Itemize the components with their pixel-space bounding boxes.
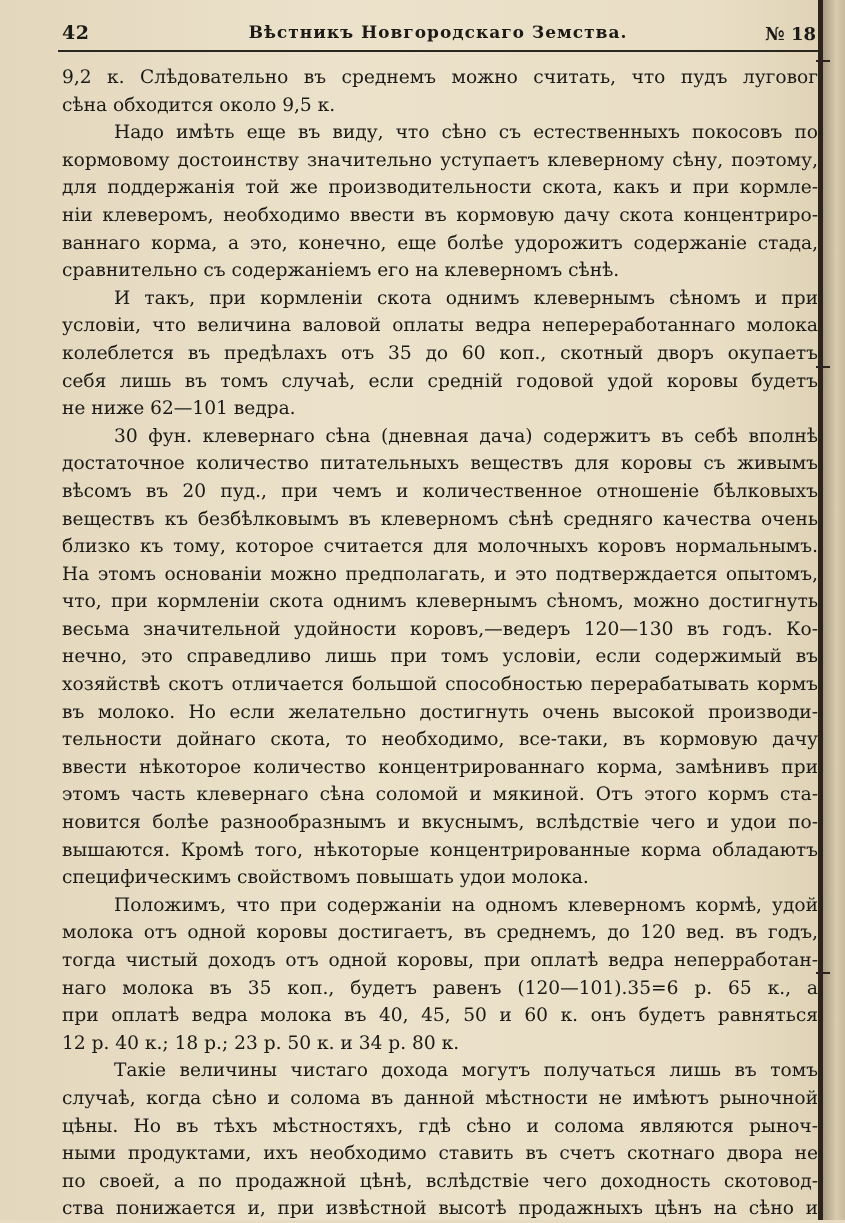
edge-mark — [816, 60, 830, 62]
text-line: вышаются. Кромѣ того, нѣкоторые концентрированные корма обладаютъ — [62, 839, 818, 861]
text-line: На этомъ основаніи можно предполагать, и это подтверждается опытомъ, — [62, 563, 818, 585]
text-line: при оплатѣ ведра молока въ 40, 45, 50 и 60 к. онъ будетъ равняться — [62, 1005, 818, 1027]
text-line: Такіе величины чистаго дохода могутъ получаться лишь въ томъ — [114, 1060, 818, 1082]
binding-shadow — [823, 0, 845, 1220]
text-line: вѣсомъ въ 20 пуд., при чемъ и количественное отношеніе бѣлковыхъ — [62, 480, 818, 502]
page-number: 42 — [62, 22, 90, 44]
text-line: сѣна обходится около 9,5 к. — [62, 94, 336, 116]
text-line: ваннаго корма, а это, конечно, еще болѣе удорожитъ содержаніе стада, — [62, 232, 818, 254]
text-line: специфическимъ свойствомъ повышать удои молока. — [62, 867, 589, 889]
text-line: молока отъ одной коровы достигаетъ, въ среднемъ, до 120 вед. въ годъ, — [62, 922, 818, 944]
text-line: случаѣ, когда сѣно и солома въ данной мѣстности не имѣютъ рыночной — [62, 1087, 818, 1109]
journal-title: Вѣстникъ Новгородскаго Земства. — [248, 23, 628, 43]
text-line: этомъ часть клевернаго сѣна соломой и мякиной. Отъ этого кормъ ста- — [62, 784, 818, 806]
header-rule — [58, 50, 818, 52]
issue-number: № 18 — [765, 24, 816, 45]
running-header — [60, 18, 816, 50]
text-line: условіи, что величина валовой оплаты ведра непереработаннаго молока — [62, 315, 818, 337]
text-line: веществъ къ безбѣлковымъ въ клеверномъ сѣнѣ средняго качества очень — [62, 508, 818, 530]
text-line: близко къ тому, которое считается для молочныхъ коровъ нормальнымъ. — [62, 536, 818, 558]
text-line: кормовому достоинству значительно уступаетъ клеверному сѣну, поэтому, — [62, 149, 818, 171]
text-line: новится болѣе разнообразнымъ и вкуснымъ, вслѣдствіе чего и удои по- — [62, 812, 818, 834]
text-line: хозяйствѣ скотъ отличается большой способностью перерабатывать кормъ — [62, 674, 818, 696]
text-line: ными продуктами, ихъ необходимо ставить въ счетъ скотнаго двора не — [62, 1143, 818, 1165]
text-line: колеблется въ предѣлахъ отъ 35 до 60 коп., скотный дворъ окупаетъ — [62, 342, 818, 364]
text-line: тельности дойнаго скота, то необходимо, все-таки, въ кормовую дачу — [62, 729, 818, 751]
text-line: для поддержанія той же производительности скота, какъ и при кормле- — [62, 177, 818, 199]
text-line: что, при кормленіи скота однимъ клевернымъ сѣномъ, можно достигнуть — [62, 591, 818, 613]
text-line: Надо имѣть еще въ виду, что сѣно съ естественныхъ покосовъ по — [114, 122, 818, 144]
edge-mark — [816, 972, 830, 974]
text-line: не ниже 62—101 ведра. — [62, 398, 296, 420]
body-text — [62, 64, 818, 1223]
text-line: И такъ, при кормленіи скота однимъ клевернымъ сѣномъ и при — [114, 287, 818, 309]
text-line: нечно, это справедливо лишь при томъ условіи, если содержимый въ — [62, 646, 818, 668]
text-line: по своей, а по продажной цѣнѣ, вслѣдствіе чего доходность скотовод- — [62, 1170, 818, 1192]
text-line: весьма значительной удойности коровъ,—ведеръ 120—130 въ годъ. Ко- — [62, 618, 818, 640]
text-line: достаточное количество питательныхъ веществъ для коровы съ живымъ — [62, 453, 818, 475]
text-line: сравнительно съ содержаніемъ его на клеверномъ сѣнѣ. — [62, 260, 620, 282]
text-line: цѣны. Но въ тѣхъ мѣстностяхъ, гдѣ сѣно и солома являются рыноч- — [62, 1115, 818, 1137]
text-line: 9,2 к. Слѣдовательно въ среднемъ можно считать, что пудъ луговог — [62, 67, 818, 88]
text-line: 30 фун. клевернаго сѣна (дневная дача) содержитъ въ себѣ вполнѣ — [114, 425, 818, 447]
text-line: ввести нѣкоторое количество концентрированнаго корма, замѣнивъ при — [62, 756, 818, 778]
text-line: себя лишь въ томъ случаѣ, если средній годовой удой коровы будетъ — [62, 370, 818, 392]
text-line: въ молоко. Но если желательно достигнуть очень высокой производи- — [62, 701, 818, 723]
text-line: ніи клеверомъ, необходимо ввести въ кормовую дачу скота концентриро- — [62, 204, 818, 226]
text-line: 12 р. 40 к.; 18 р.; 23 р. 50 к. и 34 р. 80 к. — [62, 1032, 460, 1054]
text-line: наго молока въ 35 коп., будетъ равенъ (120—101).35=6 р. 65 к., а — [62, 977, 818, 999]
text-line: тогда чистый доходъ отъ одной коровы, при оплатѣ ведра неперработан- — [62, 950, 818, 971]
text-line: Положимъ, что при содержаніи на одномъ клеверномъ кормѣ, удой — [114, 894, 818, 916]
edge-mark — [816, 366, 830, 368]
text-line: ства понижается и, при извѣстной высотѣ продажныхъ цѣнъ на сѣно и — [62, 1198, 818, 1220]
